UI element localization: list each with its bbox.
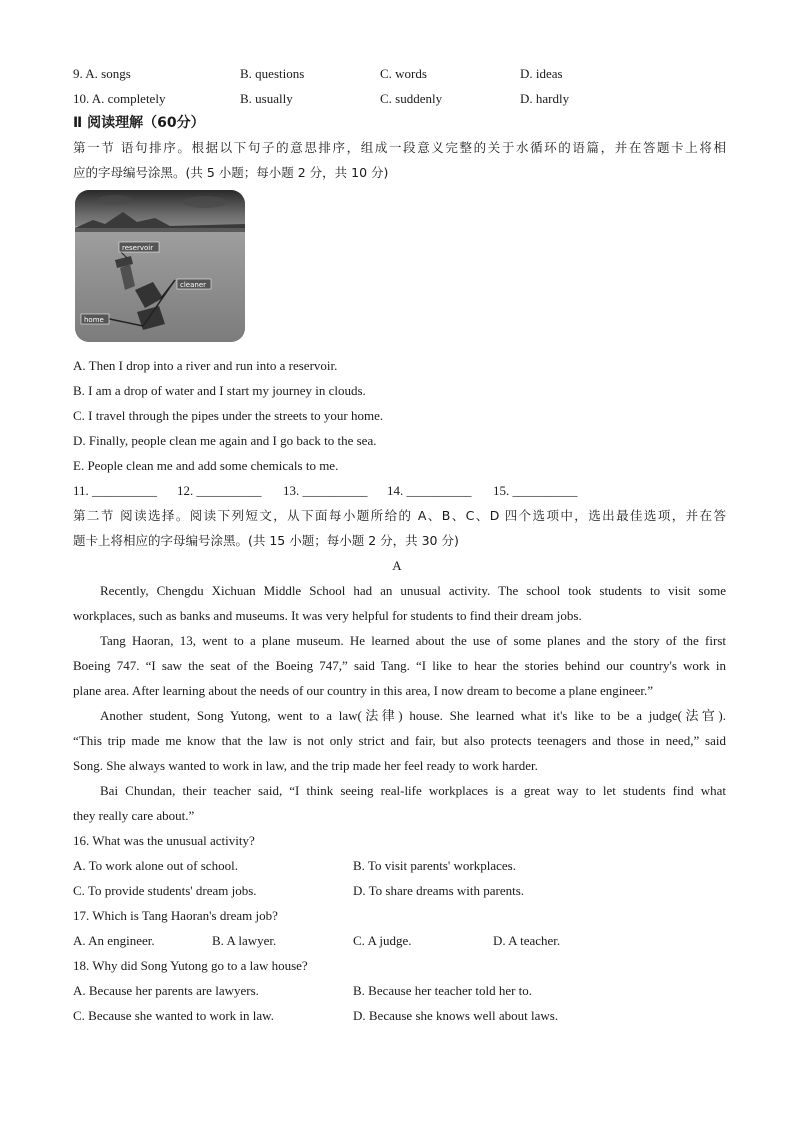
section-1-instruction-line-2: 应的字母编号涂黑。(共 5 小题；每小题 2 分，共 10 分): [73, 165, 389, 180]
answer-blank-15[interactable]: 15. __________: [493, 483, 578, 498]
sentence-d: D. Finally, people clean me again and I go back to the sea.: [73, 433, 377, 448]
passage-p1-line-1: Recently, Chengdu Xichuan Middle School had an unusual activity. The school took students to visit some: [100, 583, 726, 598]
q9-option-c[interactable]: C. words: [380, 66, 427, 81]
q18-option-c[interactable]: C. Because she wanted to work in law.: [73, 1008, 274, 1023]
section-1-instruction-line-1: 第一节 语句排序。根据以下句子的意思排序，组成一段意义完整的关于水循环的语篇，并在答题卡上将相: [73, 140, 726, 155]
question-10: [73, 89, 733, 109]
question-16-options-row-1: [73, 856, 733, 876]
q9-option-a[interactable]: 9. A. songs: [73, 66, 131, 81]
q10-option-d[interactable]: D. hardly: [520, 91, 570, 106]
passage-p3-line-3: Song. She always wanted to work in law, and the trip made her feel ready to work harder.: [73, 758, 538, 773]
water-cycle-figure: [75, 190, 245, 342]
question-9: [73, 64, 733, 84]
passage-p2-line-2: Boeing 747. “I saw the seat of the Boeing 747,” said Tang. “I like to hear the stories behind our country's work in: [73, 658, 726, 673]
question-17-stem: 17. Which is Tang Haoran's dream job?: [73, 908, 278, 923]
answer-blank-11[interactable]: 11. __________: [73, 483, 158, 498]
section-2-instruction-line-1: 第二节 阅读选择。阅读下列短文，从下面每小题所给的 A、B、C、D 四个选项中，选出最佳选项，并在答: [73, 508, 726, 523]
passage-p2-line-3: plane area. After learning about the needs of our country in this area, I now dream to become a plane engineer.”: [73, 683, 654, 698]
q17-option-d[interactable]: D. A teacher.: [493, 933, 561, 948]
question-18-options-row-2: [73, 1006, 733, 1026]
sentence-a: A. Then I drop into a river and run into a reservoir.: [73, 358, 338, 373]
q17-option-b[interactable]: B. A lawyer.: [212, 933, 277, 948]
passage-p2-line-1: Tang Haoran, 13, went to a plane museum. He learned about the use of some planes and the story of the first: [100, 633, 726, 648]
water-cycle-illustration: [75, 190, 245, 342]
question-16-stem: 16. What was the unusual activity?: [73, 833, 255, 848]
passage-p1-line-2: workplaces, such as banks and museums. It was very helpful for students to find their dream jobs.: [73, 608, 582, 623]
reservoir-label: reservoir: [122, 244, 154, 252]
sentence-e: E. People clean me and add some chemicals to me.: [73, 458, 339, 473]
passage-p4-line-2: they really care about.”: [73, 808, 195, 823]
q18-option-a[interactable]: A. Because her parents are lawyers.: [73, 983, 259, 998]
answer-blanks-row: [73, 481, 733, 501]
q16-option-c[interactable]: C. To provide students' dream jobs.: [73, 883, 257, 898]
question-17-options: [73, 931, 733, 951]
answer-blank-14[interactable]: 14. __________: [387, 483, 472, 498]
sentence-b: B. I am a drop of water and I start my journey in clouds.: [73, 383, 366, 398]
q10-option-b[interactable]: B. usually: [240, 91, 293, 106]
passage-p3-line-2: “This trip made me know that the law is not only strict and fair, but also protects teenagers and those in need,” said: [73, 733, 726, 748]
q16-option-d[interactable]: D. To share dreams with parents.: [353, 883, 525, 898]
passage-p4-line-1: Bai Chundan, their teacher said, “I think seeing real-life workplaces is a great way to let students find what: [100, 783, 726, 798]
passage-p3-line-1: Another student, Song Yutong, went to a law(法律) house. She learned what it's like to be a judge(法官).: [100, 708, 726, 723]
q10-option-a[interactable]: 10. A. completely: [73, 91, 166, 106]
q17-option-a[interactable]: A. An engineer.: [73, 933, 155, 948]
q18-option-b[interactable]: B. Because her teacher told her to.: [353, 983, 533, 998]
sentence-c: C. I travel through the pipes under the streets to your home.: [73, 408, 384, 423]
question-18-options-row-1: [73, 981, 733, 1001]
q18-option-d[interactable]: D. Because she knows well about laws.: [353, 1008, 559, 1023]
q9-option-b[interactable]: B. questions: [240, 66, 305, 81]
answer-blank-13[interactable]: 13. __________: [283, 483, 368, 498]
question-18-stem: 18. Why did Song Yutong go to a law house?: [73, 958, 308, 973]
q16-option-a[interactable]: A. To work alone out of school.: [73, 858, 238, 873]
section-2-instruction-line-2: 题卡上将相应的字母编号涂黑。(共 15 小题；每小题 2 分，共 30 分): [73, 533, 459, 548]
q16-option-b[interactable]: B. To visit parents' workplaces.: [353, 858, 516, 873]
q17-option-c[interactable]: C. A judge.: [353, 933, 412, 948]
answer-blank-12[interactable]: 12. __________: [177, 483, 262, 498]
q9-option-d[interactable]: D. ideas: [520, 66, 563, 81]
q10-option-c[interactable]: C. suddenly: [380, 91, 443, 106]
cleaner-label: cleaner: [180, 281, 207, 289]
question-16-options-row-2: [73, 881, 733, 901]
home-label: home: [84, 316, 104, 324]
passage-letter: A: [392, 558, 402, 573]
part-2-title: Ⅱ 阅读理解（60分）: [73, 115, 205, 131]
